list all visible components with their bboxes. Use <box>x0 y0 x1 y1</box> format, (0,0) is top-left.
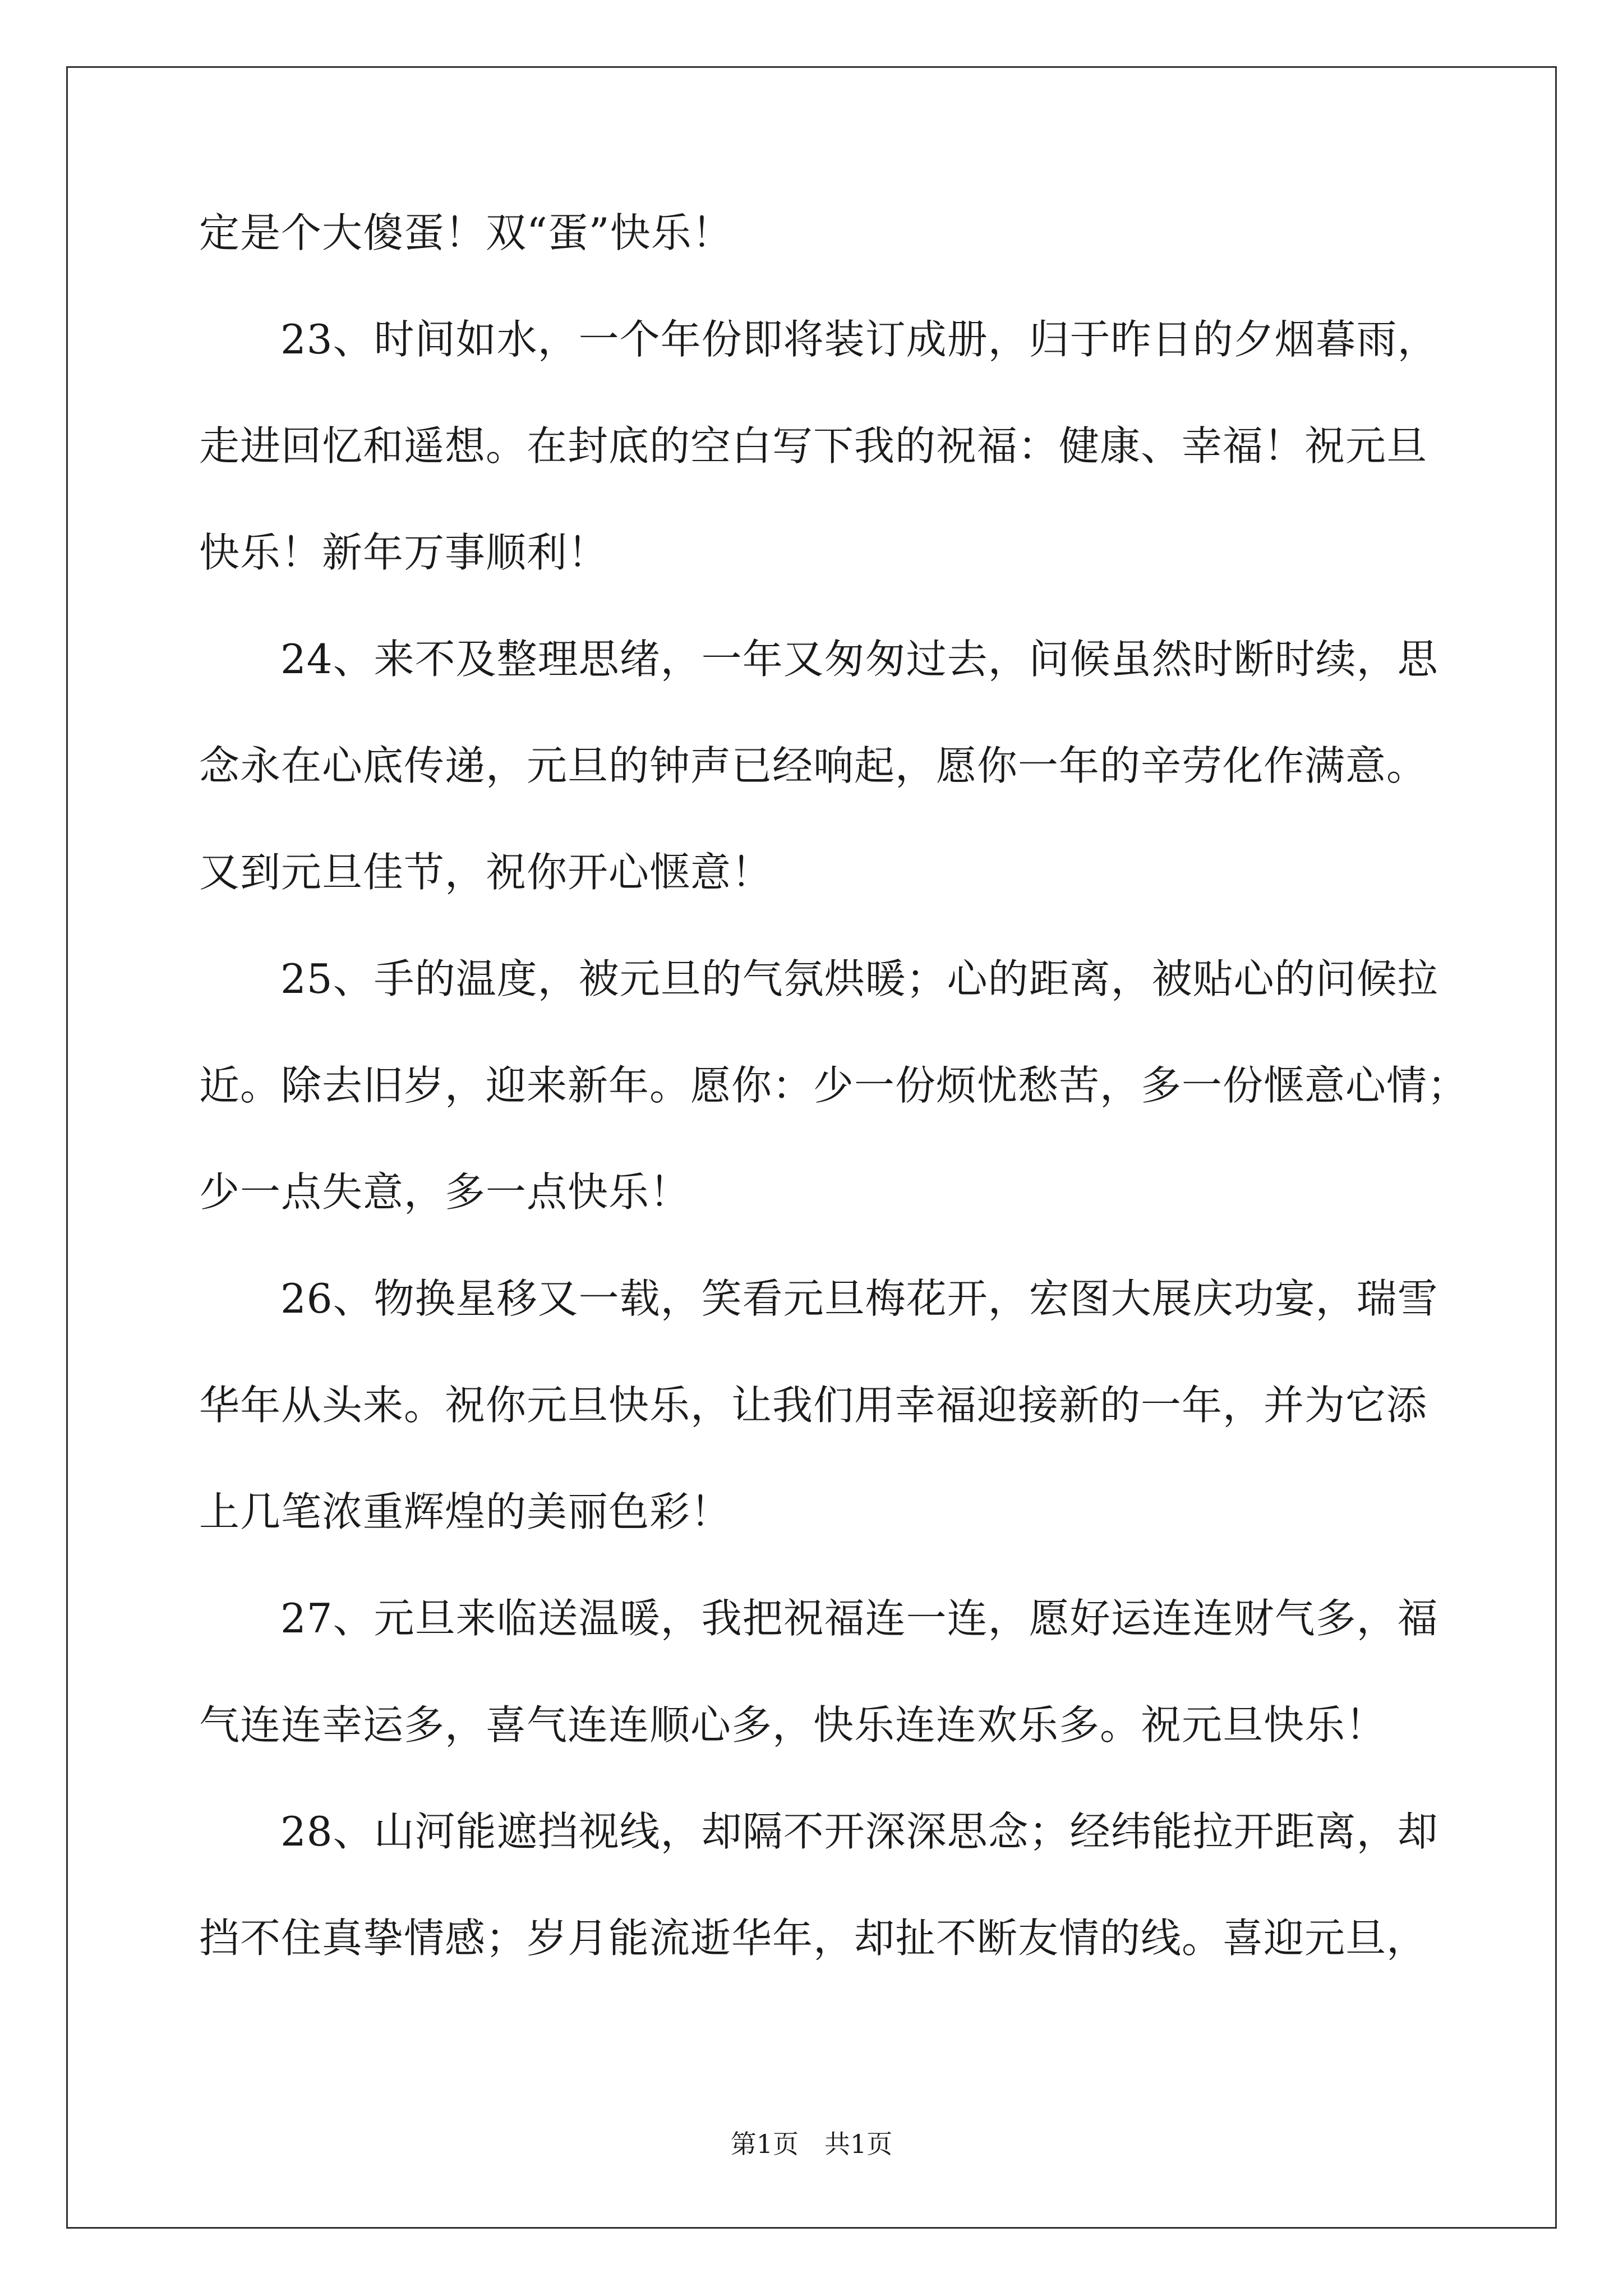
text-line: 念永在心底传递，元旦的钟声已经响起，愿你一年的辛劳化作满意。 <box>199 742 1428 789</box>
text-line: 近。除去旧岁，迎来新年。愿你：少一份烦忧愁苦，多一份惬意心情； <box>199 1062 1469 1109</box>
text-line: 少一点失意，多一点快乐！ <box>199 1168 691 1216</box>
page-border <box>66 66 1557 2229</box>
text-line: 华年从头来。祝你元旦快乐，让我们用幸福迎接新的一年，并为它添 <box>199 1382 1428 1429</box>
text-line: 快乐！新年万事顺利！ <box>199 529 609 576</box>
text-line: 25、手的温度，被元旦的气氛烘暖；心的距离，被贴心的问候拉 <box>280 955 1438 1002</box>
text-line: 挡不住真挚情感；岁月能流逝华年，却扯不断友情的线。喜迎元旦， <box>199 1915 1428 1962</box>
text-line: 23、时间如水，一个年份即将装订成册，归于昨日的夕烟暮雨， <box>280 316 1438 363</box>
text-line: 24、来不及整理思绪，一年又匆匆过去，问候虽然时断时续，思 <box>280 636 1438 683</box>
text-line: 上几笔浓重辉煌的美丽色彩！ <box>199 1488 732 1535</box>
text-line: 定是个大傻蛋！双“蛋”快乐！ <box>199 209 733 256</box>
text-line: 走进回忆和遥想。在封底的空白写下我的祝福：健康、幸福！祝元旦 <box>199 422 1428 470</box>
page-footer: 第1页 共1页 <box>730 2129 893 2159</box>
text-line: 又到元旦佳节，祝你开心惬意！ <box>199 849 773 896</box>
text-line: 27、元旦来临送温暖，我把祝福连一连，愿好运连连财气多，福 <box>280 1595 1438 1642</box>
text-line: 28、山河能遮挡视线，却隔不开深深思念；经纬能拉开距离，却 <box>280 1808 1438 1855</box>
text-line: 26、物换星移又一载，笑看元旦梅花开，宏图大展庆功宴，瑞雪 <box>280 1275 1438 1322</box>
text-line: 气连连幸运多，喜气连连顺心多，快乐连连欢乐多。祝元旦快乐！ <box>199 1701 1387 1749</box>
